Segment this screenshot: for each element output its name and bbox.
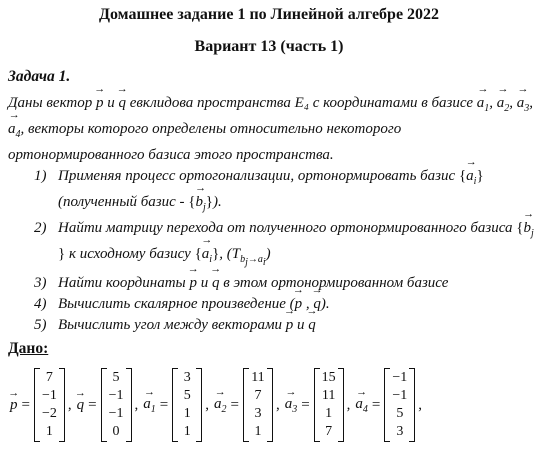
item-number: 2) <box>34 220 47 236</box>
basis-a2-symbol: → $a_2$ <box>497 93 510 119</box>
item-text: и <box>297 317 305 333</box>
given-heading: Дано: <box>8 340 49 357</box>
vector-a4-label: → $a_4$ <box>355 396 368 415</box>
item-text: (полученный базис - <box>58 194 185 210</box>
vector-a3-label: → $a_3$ <box>285 396 298 415</box>
item-text: к исходному базису <box>68 246 191 262</box>
item-text: Найти координаты <box>58 275 186 291</box>
list-item: 1) Применяя процесс ортогонализации, ортонормировать базис {→ $a_i$} (полученный базис - {→ $b_j$}). <box>34 166 534 218</box>
task-statement: Даны вектор → p и → q евклидова пространства E₄ с координатами в базисе → $a_1$, → $a_2$, → $a_3$, → $a_4$, векторы которого определены относительно некоторого ортонормированного базиса этого пространства. <box>8 93 536 166</box>
basis-a1-symbol: → $a_1$ <box>477 93 490 119</box>
item-text: , <box>219 246 224 262</box>
statement-part-3: евклидова пространства E₄ с координатами в базисе <box>129 95 473 111</box>
vector-q-matrix: 5 −1 −1 0 <box>101 368 132 442</box>
list-item: 3) Найти координаты → p и → q в этом ортонормированном базисе <box>34 273 534 294</box>
vector-a4-matrix: −1 −1 5 3 <box>384 368 415 442</box>
list-item: 5) Вычислить угол между векторами → p и → q <box>34 315 534 336</box>
vector-p-matrix: 7 −1 −2 1 <box>34 368 65 442</box>
item-number: 4) <box>34 296 47 312</box>
item-text: Применяя процесс ортогонализации, ортонормировать базис <box>58 168 456 184</box>
statement-part-2: и <box>107 95 115 111</box>
variant-title: Вариант 13 (часть 1) <box>194 38 344 55</box>
vector-a2-matrix: 11 7 3 1 <box>243 368 273 442</box>
basis-a3-symbol: → $a_3$ <box>517 93 530 119</box>
item-text: в этом ортонормированном базисе <box>223 275 449 291</box>
vector-q-label: → q <box>77 397 85 414</box>
item-text: и <box>200 275 209 291</box>
vector-a1-matrix: 3 5 1 1 <box>172 368 202 442</box>
vector-p-symbol: → p <box>96 93 104 114</box>
vector-a3-matrix: 15 11 1 7 <box>314 368 344 442</box>
document-title: Домашнее задание 1 по Линейной алгебре 2022 <box>98 6 440 23</box>
task-list <box>34 166 534 336</box>
item-text: ). <box>212 194 222 210</box>
item-text: Вычислить скалярное произведение ( <box>58 296 295 312</box>
statement-part-1: Даны вектор <box>8 95 93 111</box>
list-item: 4) Вычислить скалярное произведение (→ p , → q). <box>34 294 534 315</box>
vector-p-label: → p <box>10 397 18 414</box>
item-text: Вычислить угол между векторами <box>58 317 283 333</box>
item-text: ). <box>320 296 330 312</box>
item-number: 3) <box>34 275 47 291</box>
given-vectors: → p = 7 −1 −2 1 , → q = 5 −1 −1 0 , → $a_1$ = 3 5 1 1 , → $a_2$ = 11 7 3 1 , → $a_3$ = 15 11 1 7 , → $a_4$ = −1 −1 5 3 , <box>8 365 536 445</box>
item-text: , <box>305 296 310 312</box>
item-text: Найти матрицу перехода от полученного ортонормированного базиса <box>58 220 513 236</box>
task-heading: Задача 1. <box>8 68 71 85</box>
item-number: 5) <box>34 317 47 333</box>
basis-a4-symbol: → $a_4$ <box>8 119 21 145</box>
vector-a1-label: → $a_1$ <box>143 396 156 415</box>
item-number: 1) <box>34 168 47 184</box>
vector-a2-label: → $a_2$ <box>214 396 227 415</box>
list-item: 2) Найти матрицу перехода от полученного ортонормированного базиса {→ $b_j$} к исходному базису {→ $a_i$}, $(T_{b_j\to a_i})$ <box>34 218 534 273</box>
vector-q-symbol: → q <box>118 93 126 114</box>
statement-part-4: векторы которого определены относительно некоторого ортонормированного базиса этого пространства. <box>8 121 402 163</box>
